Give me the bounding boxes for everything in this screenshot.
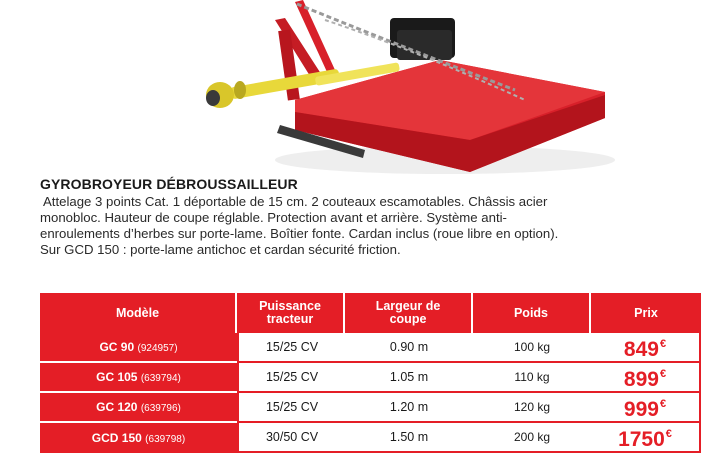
power-cell: 30/50 CV	[237, 423, 345, 453]
description-line: monobloc. Hauteur de coupe réglable. Protection avant et arrière. Système anti-	[40, 210, 507, 225]
model-cell	[40, 333, 237, 363]
table-row	[40, 363, 701, 393]
power-cell: 15/25 CV	[237, 393, 345, 423]
header-price: Prix	[591, 293, 701, 333]
model-ref: (639794)	[140, 373, 181, 384]
product-title: GYROBROYEUR DÉBROUSSAILLEUR	[40, 176, 298, 192]
width-cell: 1.20 m	[345, 393, 473, 423]
header-model: Modèle	[40, 293, 237, 333]
model-name: GC 105	[96, 370, 138, 384]
price-cell	[591, 393, 701, 423]
weight-cell: 110 kg	[473, 363, 591, 393]
model-cell	[40, 363, 237, 393]
width-cell: 1.50 m	[345, 423, 473, 453]
price-cell	[591, 423, 701, 453]
price-cell	[591, 363, 701, 393]
header-power-line1: Puissance	[259, 299, 321, 313]
width-cell: 0.90 m	[345, 333, 473, 363]
power-cell: 15/25 CV	[237, 363, 345, 393]
model-name: GC 120	[96, 400, 138, 414]
model-name: GC 90	[99, 340, 135, 354]
header-width	[345, 293, 473, 333]
table-row	[40, 393, 701, 423]
header-power-line2: tracteur	[266, 312, 314, 326]
price-table	[40, 293, 701, 453]
power-cell: 15/25 CV	[237, 333, 345, 363]
table-row	[40, 423, 701, 453]
price-value: 1750	[618, 428, 665, 451]
description-line: Sur GCD 150 : porte-lame antichoc et cardan sécurité friction.	[40, 242, 401, 257]
price-value: 849	[623, 338, 659, 361]
header-power	[237, 293, 345, 333]
model-ref: (639796)	[140, 403, 181, 414]
width-cell: 1.05 m	[345, 363, 473, 393]
product-image-mower	[185, 0, 615, 180]
weight-cell: 200 kg	[473, 423, 591, 453]
description-line: Attelage 3 points Cat. 1 déportable de 15 cm. 2 couteaux escamotables. Châssis acier	[43, 194, 548, 209]
price-table-container	[40, 293, 701, 453]
price-value: 899	[623, 368, 659, 391]
table-row	[40, 333, 701, 363]
weight-cell: 100 kg	[473, 333, 591, 363]
currency-symbol: €	[665, 428, 672, 440]
price-value: 999	[623, 398, 659, 421]
currency-symbol: €	[659, 368, 667, 380]
model-cell	[40, 423, 237, 453]
description-line: enroulements d’herbes sur porte-lame. Boîtier fonte. Cardan inclus (roue libre en option).	[40, 226, 559, 241]
header-width-line2: coupe	[389, 312, 427, 326]
currency-symbol: €	[659, 338, 667, 350]
weight-cell: 120 kg	[473, 393, 591, 423]
model-ref: (924957)	[137, 343, 178, 354]
table-header-row	[40, 293, 701, 333]
product-description	[40, 194, 690, 258]
header-weight: Poids	[473, 293, 591, 333]
header-width-line1: Largeur de	[375, 299, 441, 313]
model-name: GCD 150	[91, 431, 142, 445]
model-cell	[40, 393, 237, 423]
model-ref: (639798)	[145, 434, 186, 445]
currency-symbol: €	[659, 398, 667, 410]
price-cell	[591, 333, 701, 363]
